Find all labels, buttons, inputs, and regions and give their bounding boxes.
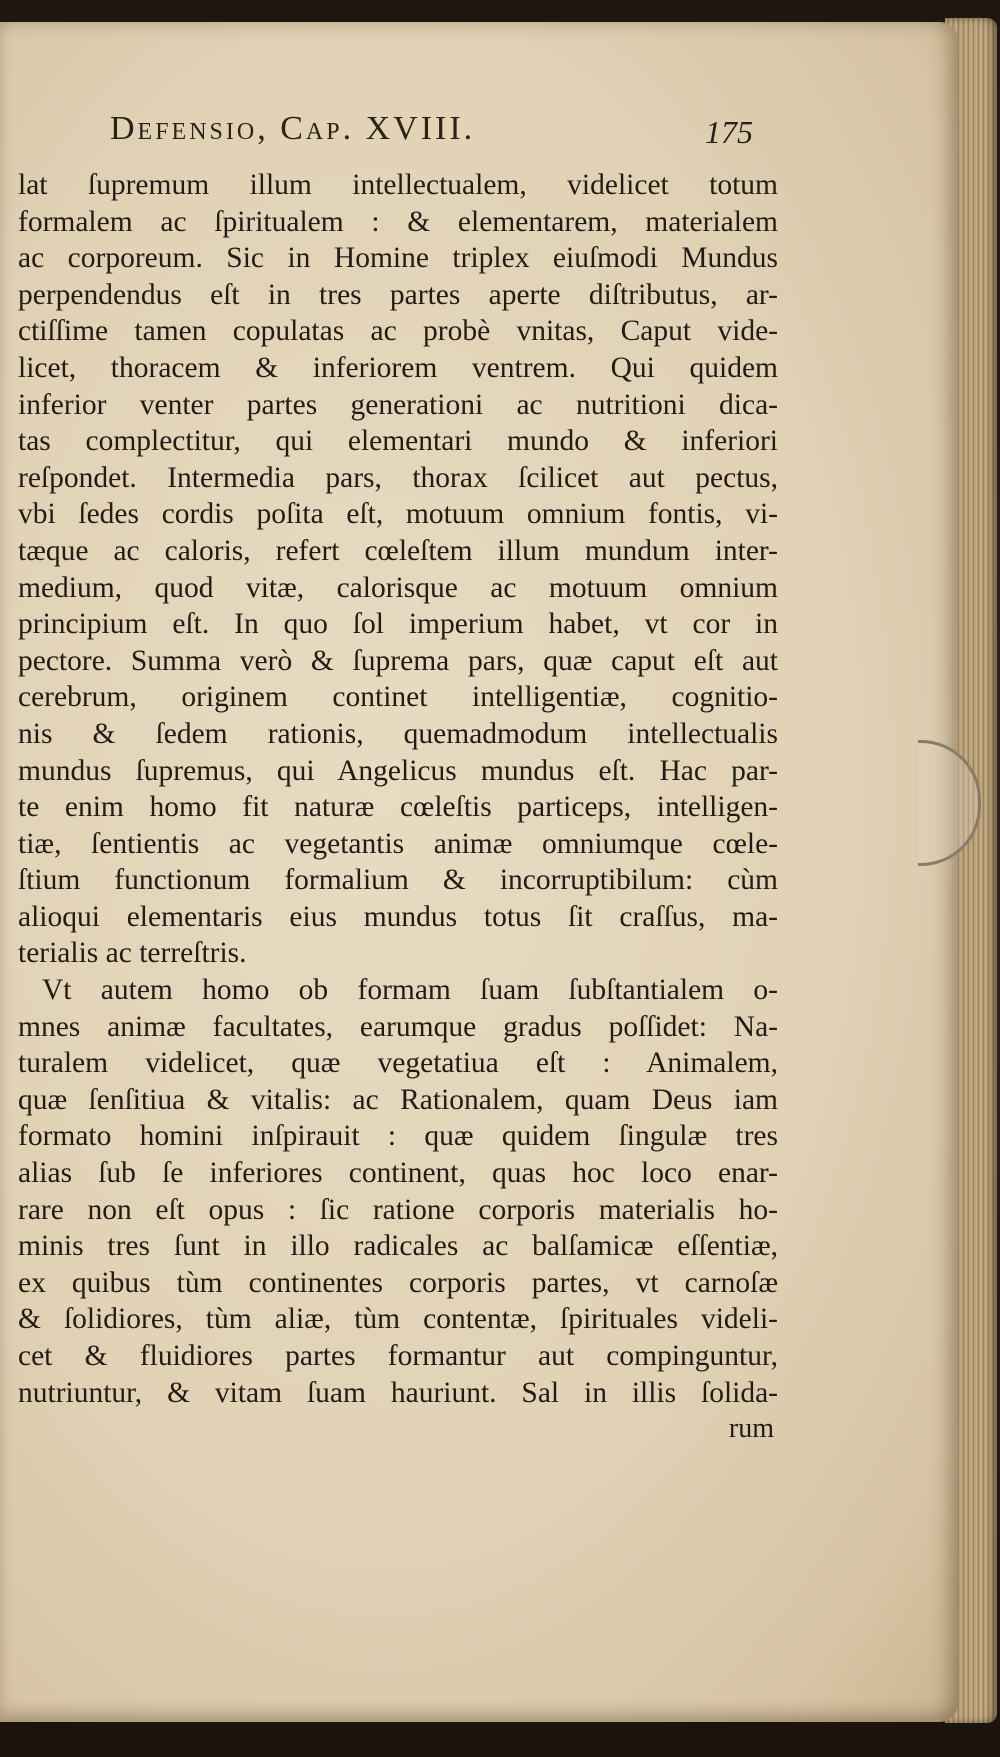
text-line: reſpondet. Intermedia pars, thorax ſcilicet aut pectus,	[18, 461, 778, 494]
text-line: alioqui elementaris eius mundus totus ſit craſſus, ma-	[18, 900, 778, 933]
text-line: ac corporeum. Sic in Homine triplex eiuſmodi Mundus	[18, 242, 778, 275]
text-line: quæ ſenſitiua & vitalis: ac Rationalem, quam Deus iam	[18, 1083, 778, 1116]
body-text	[18, 167, 778, 1448]
text-line: inferior venter partes generationi ac nutritioni dica-	[18, 388, 778, 421]
book-page	[0, 22, 958, 1722]
page-header	[110, 110, 830, 160]
text-line: vbi ſedes cordis poſita eſt, motuum omnium fontis, vi-	[18, 498, 778, 531]
text-line: formalem ac ſpiritualem : & elementarem, materialem	[18, 205, 778, 238]
text-line: perpendendus eſt in tres partes aperte diſtributus, ar-	[18, 278, 778, 311]
text-line: tiæ, ſentientis ac vegetantis animæ omniumque cœle-	[18, 827, 778, 860]
text-line: minis tres ſunt in illo radicales ac balſamicæ eſſentiæ,	[18, 1230, 778, 1263]
text-line: lat ſupremum illum intellectualem, videlicet totum	[18, 169, 778, 201]
text-line: licet, thoracem & inferiorem ventrem. Qui quidem	[18, 351, 778, 384]
text-line: tas complectitur, qui elementari mundo & inferiori	[18, 425, 778, 458]
text-line: terialis ac terreſtris.	[18, 937, 247, 970]
text-line: tæque ac caloris, refert cœleſtem illum mundum inter-	[18, 534, 778, 567]
text-line: nutriuntur, & vitam ſuam hauriunt. Sal in illis ſolida-	[18, 1376, 778, 1409]
text-line: alias ſub ſe inferiores continent, quas hoc loco enar-	[18, 1157, 778, 1190]
text-line: medium, quod vitæ, calorisque ac motuum omnium	[18, 571, 778, 604]
page-number: 175	[705, 114, 753, 150]
text-line: principium eſt. In quo ſol imperium habet, vt cor in	[18, 608, 778, 641]
text-line: ſtium functionum formalium & incorruptibilum: cùm	[18, 864, 778, 897]
text-line: Vt autem homo ob formam ſuam ſubſtantialem o-	[42, 974, 778, 1007]
text-line: nis & ſedem rationis, quemadmodum intellectualis	[18, 717, 778, 750]
catchword: rum	[728, 1413, 774, 1445]
text-line: formato homini inſpirauit : quæ quidem ſingulæ tres	[18, 1120, 778, 1153]
text-line: cerebrum, originem continet intelligentiæ, cognitio-	[18, 681, 778, 714]
text-line: & ſolidiores, tùm aliæ, tùm contentæ, ſpirituales videli-	[18, 1303, 778, 1336]
text-line: ctiſſime tamen copulatas ac probè vnitas, Caput vide-	[18, 315, 778, 348]
text-line: rare non eſt opus : ſic ratione corporis materialis ho-	[18, 1193, 778, 1226]
text-line: cet & fluidiores partes formantur aut compinguntur,	[18, 1340, 778, 1372]
text-line: turalem videlicet, quæ vegetatiua eſt : Animalem,	[18, 1047, 778, 1080]
running-head: Defensio, Cap. XVIII.	[110, 110, 476, 147]
text-line: pectore. Summa verò & ſuprema pars, quæ caput eſt aut	[18, 644, 778, 677]
text-line: mundus ſupremus, qui Angelicus mundus eſt. Hac par-	[18, 754, 778, 787]
text-line: mnes animæ facultates, earumque gradus poſſidet: Na-	[18, 1010, 778, 1043]
text-line: ex quibus tùm continentes corporis partes, vt carnoſæ	[18, 1266, 778, 1299]
text-line: te enim homo fit naturæ cœleſtis particeps, intelligen-	[18, 791, 778, 824]
